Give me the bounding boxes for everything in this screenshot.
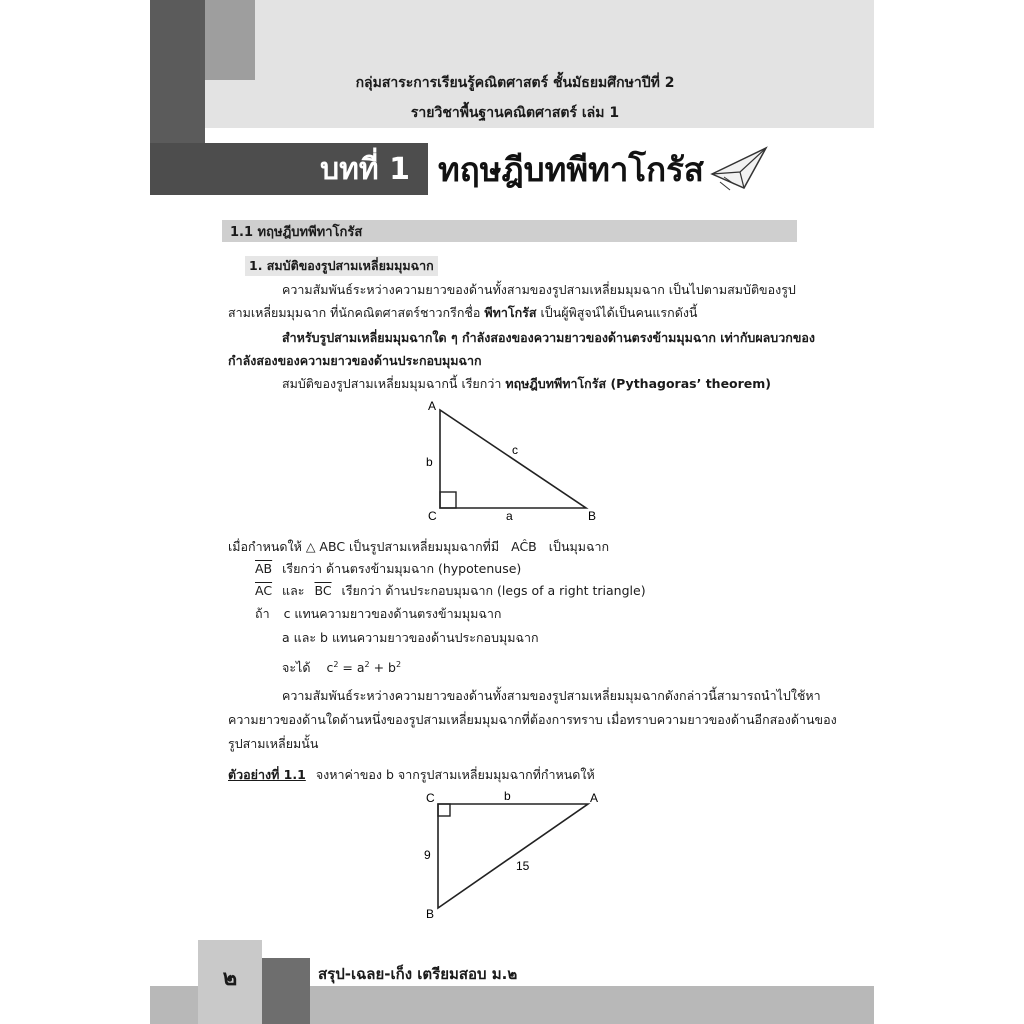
formula-a: = a — [338, 660, 365, 676]
intro-line-3 — [282, 373, 771, 394]
legs-text: เรียกว่า ด้านประกอบมุมฉาก (legs of a right triangle) — [341, 583, 646, 598]
theorem-line-2: กำลังสองของความยาวของด้านประกอบมุมฉาก — [228, 353, 482, 368]
formula-c: c — [326, 660, 334, 676]
fig1-label-side-c: c — [512, 443, 518, 457]
triangle-figure-2 — [420, 786, 610, 922]
footer-dark-block — [262, 958, 310, 1024]
fig1-label-side-b: b — [426, 455, 433, 469]
footer-title: สรุป-เฉลย-เก็ง เตรียมสอบ ม.๒ — [318, 965, 518, 983]
fig2-label-side-15: 15 — [516, 859, 530, 873]
if-word: ถ้า — [255, 606, 270, 621]
fig2-label-side-b: b — [504, 789, 511, 803]
definition-line-1 — [228, 536, 609, 557]
pythagoras-formula — [326, 660, 401, 675]
hypotenuse-text: เรียกว่า ด้านตรงข้ามมุมฉาก (hypotenuse) — [282, 561, 522, 576]
hypotenuse-line — [255, 558, 521, 579]
formula-exp-a: 2 — [364, 660, 370, 669]
formula-exp-c: 2 — [333, 660, 339, 669]
triangle-figure-1 — [420, 398, 610, 523]
chapter-number: บทที่ 1 — [150, 143, 428, 195]
header-line-2: รายวิชาพื้นฐานคณิตศาสตร์ เล่ม 1 — [410, 105, 620, 121]
chapter-title — [438, 143, 770, 195]
if-line — [255, 603, 501, 624]
definition-triangle: △ ABC เป็นรูปสามเหลี่ยมมุมฉากที่มี — [305, 539, 500, 554]
intro-line-1: ความสัมพันธ์ระหว่างความยาวของด้านทั้งสามของรูปสามเหลี่ยมมุมฉาก เป็นไปตามสมบัติของรูป — [282, 282, 796, 297]
fig1-label-a-vertex: A — [428, 399, 437, 413]
segment-ab: $\overline{AB}$ — [255, 561, 273, 576]
formula-exp-b: 2 — [395, 660, 402, 669]
example-label: ตัวอย่างที่ 1.1 — [228, 767, 306, 782]
para2-line-2: ความยาวของด้านใดด้านหนึ่งของรูปสามเหลี่ยมมุมฉากที่ต้องการทราบ เมื่อทราบความยาวของด้านอีกสองด้านของ — [228, 712, 837, 727]
section-title: 1.1 ทฤษฎีบทพีทาโกรัส — [222, 220, 797, 242]
definition-right-angle: เป็นมุมฉาก — [548, 539, 610, 554]
chapter-title-text: ทฤษฎีบทพีทาโกรัส — [438, 149, 704, 189]
ab-definition: a และ b แทนความยาวของด้านประกอบมุมฉาก — [282, 630, 539, 645]
paper-plane-icon — [710, 144, 770, 194]
right-angle-label: AĈB — [511, 539, 537, 554]
legs-line — [255, 580, 646, 601]
intro-line-3a: สมบัติของรูปสามเหลี่ยมมุมฉากนี้ เรียกว่า — [282, 376, 502, 391]
para2-line-3: รูปสามเหลี่ยมนั้น — [228, 736, 319, 751]
intro-line-2c: เป็นผู้พิสูจน์ได้เป็นคนแรกดังนี้ — [540, 305, 698, 320]
example-text: จงหาค่าของ b จากรูปสามเหลี่ยมมุมฉากที่กำหนดให้ — [315, 767, 595, 782]
fig1-label-side-a: a — [506, 509, 513, 523]
and-word: และ — [282, 583, 305, 598]
formula-line — [282, 654, 401, 678]
page-number: ๒ — [222, 966, 238, 991]
formula-b: + b — [369, 660, 396, 676]
header-line-1: กลุ่มสาระการเรียนรู้คณิตศาสตร์ ชั้นมัธยมศึกษาปีที่ 2 — [355, 75, 675, 91]
fig1-label-c-vertex: C — [428, 509, 437, 523]
pythagoras-name: พีทาโกรัส — [484, 305, 537, 320]
definition-intro: เมื่อกำหนดให้ — [228, 539, 302, 554]
segment-bc: $\overline{BC}$ — [314, 583, 332, 598]
segment-ac: $\overline{AC}$ — [255, 583, 273, 598]
fig2-label-side-9: 9 — [424, 848, 431, 862]
c-definition: c แทนความยาวของด้านตรงข้ามมุมฉาก — [283, 606, 502, 621]
header-mid-block — [205, 0, 255, 80]
para2-line-1: ความสัมพันธ์ระหว่างความยาวของด้านทั้งสามของรูปสามเหลี่ยมมุมฉากดังกล่าวนี้สามารถนำไปใช้หา — [282, 688, 821, 703]
get-word: จะได้ — [282, 660, 311, 676]
fig2-label-b-vertex: B — [426, 907, 435, 921]
theorem-name: ทฤษฎีบทพีทาโกรัส (Pythagoras’ theorem) — [505, 376, 772, 391]
intro-line-2a: สามเหลี่ยมมุมฉาก ที่นักคณิตศาสตร์ชาวกรีกชื่อ — [228, 305, 481, 320]
intro-line-2 — [228, 302, 697, 323]
fig2-label-c-vertex: C — [426, 791, 435, 805]
fig1-label-b-vertex: B — [588, 509, 597, 523]
theorem-line-1: สำหรับรูปสามเหลี่ยมมุมฉากใด ๆ กำลังสองของความยาวของด้านตรงข้ามมุมฉาก เท่ากับผลบวกของ — [282, 330, 815, 345]
fig2-label-a-vertex: A — [590, 791, 599, 805]
example-line — [228, 764, 595, 785]
subsection-title: 1. สมบัติของรูปสามเหลี่ยมมุมฉาก — [245, 256, 438, 276]
